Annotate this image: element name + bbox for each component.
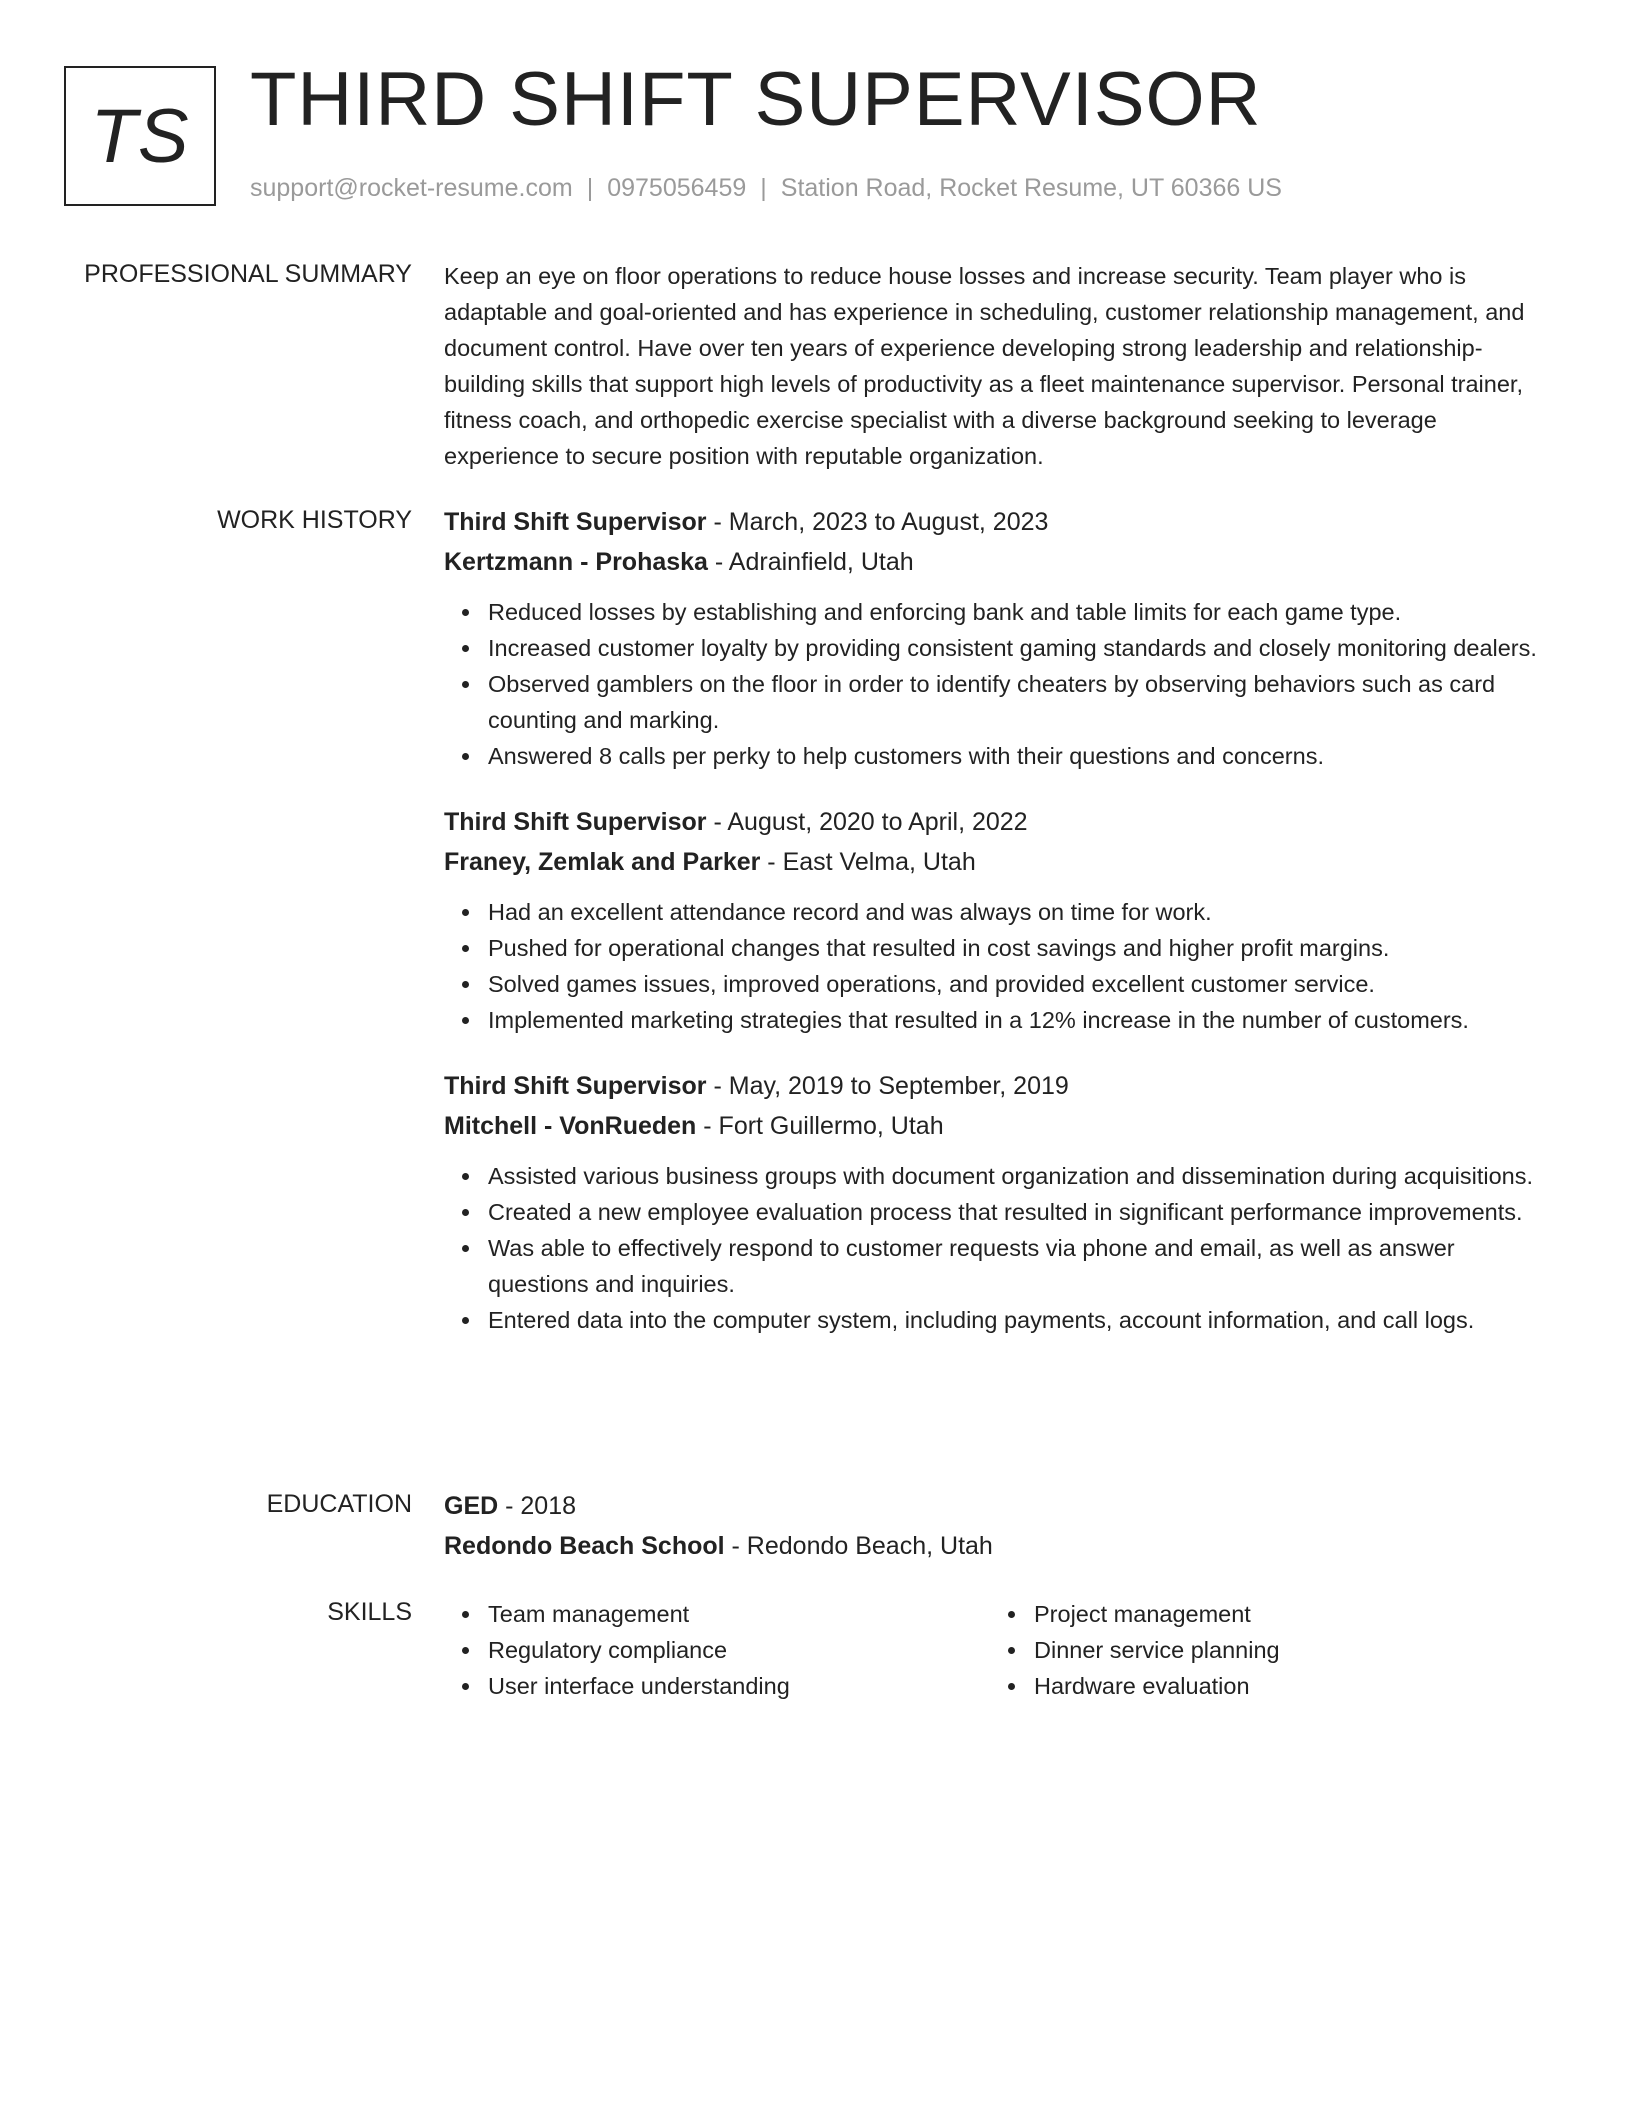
section-label-education: EDUCATION	[266, 1490, 412, 1518]
list-item: Answered 8 calls per perky to help customers with their questions and concerns.	[488, 738, 1552, 774]
list-item: Had an excellent attendance record and was always on time for work.	[488, 894, 1552, 930]
education-year: - 2018	[498, 1492, 577, 1520]
work-history-body	[444, 502, 1552, 1366]
job-entry	[444, 1066, 1552, 1338]
job-title: Third Shift Supervisor	[444, 508, 707, 536]
section-label-work: WORK HISTORY	[217, 506, 412, 534]
list-item: Entered data into the computer system, including payments, account information, and call logs.	[488, 1302, 1552, 1338]
skills-column-left	[444, 1596, 990, 1704]
list-item: Increased customer loyalty by providing consistent gaming standards and closely monitoring dealers.	[488, 630, 1552, 666]
list-item: Implemented marketing strategies that resulted in a 12% increase in the number of customers.	[488, 1002, 1552, 1038]
skill-item: Team management	[488, 1596, 990, 1632]
resume-name: THIRD SHIFT SUPERVISOR	[250, 57, 1262, 142]
skill-item: Regulatory compliance	[488, 1632, 990, 1668]
summary-text: Keep an eye on floor operations to reduce house losses and increase security. Team player who is adaptable and goal-oriented and has experience in scheduling, customer relationship management, and document control. Have over ten years of experience developing strong leadership and relationship-building skills that support high levels of productivity as a fleet maintenance supervisor. Personal trainer, fitness coach, and orthopedic exercise specialist with a diverse background seeking to leverage experience to secure position with reputable organization.	[444, 263, 1525, 469]
job-company: Kertzmann - Prohaska	[444, 548, 708, 576]
job-entry	[444, 802, 1552, 1038]
monogram-box	[64, 66, 216, 206]
skills-body	[444, 1596, 1552, 1704]
contact-line	[250, 174, 1282, 203]
contact-phone: 0975056459	[607, 174, 747, 202]
job-company-line	[444, 542, 1552, 582]
section-label-summary: PROFESSIONAL SUMMARY	[84, 260, 412, 288]
education-school-line	[444, 1526, 1552, 1566]
summary-body	[444, 258, 1552, 474]
job-title-line	[444, 502, 1552, 542]
job-entry	[444, 502, 1552, 774]
section-label-skills: SKILLS	[327, 1598, 412, 1626]
job-company: Mitchell - VonRueden	[444, 1112, 697, 1140]
skills-list-right	[990, 1596, 1536, 1704]
contact-address: Station Road, Rocket Resume, UT 60366 US	[780, 174, 1282, 202]
job-title-line	[444, 1066, 1552, 1106]
skills-column-right	[990, 1596, 1536, 1704]
education-body	[444, 1486, 1552, 1566]
job-location: - Adrainfield, Utah	[707, 548, 914, 576]
job-bullets	[444, 1158, 1552, 1338]
skills-list-left	[444, 1596, 990, 1704]
job-dates: - May, 2019 to September, 2019	[706, 1072, 1069, 1100]
job-title-line	[444, 802, 1552, 842]
list-item: Solved games issues, improved operations, and provided excellent customer service.	[488, 966, 1552, 1002]
list-item: Observed gamblers on the floor in order to identify cheaters by observing behaviors such as card counting and marking.	[488, 666, 1552, 738]
education-location: - Redondo Beach, Utah	[724, 1532, 993, 1560]
list-item: Reduced losses by establishing and enforcing bank and table limits for each game type.	[488, 594, 1552, 630]
skill-item: Dinner service planning	[1034, 1632, 1536, 1668]
education-degree-line	[444, 1486, 1552, 1526]
job-title: Third Shift Supervisor	[444, 808, 707, 836]
job-company-line	[444, 1106, 1552, 1146]
job-dates: - August, 2020 to April, 2022	[706, 808, 1028, 836]
job-bullets	[444, 594, 1552, 774]
job-location: - Fort Guillermo, Utah	[696, 1112, 944, 1140]
list-item: Assisted various business groups with document organization and dissemination during acquisitions.	[488, 1158, 1552, 1194]
job-company: Franey, Zemlak and Parker	[444, 848, 761, 876]
skills-grid	[444, 1596, 1552, 1704]
job-dates: - March, 2023 to August, 2023	[706, 508, 1049, 536]
job-location: - East Velma, Utah	[760, 848, 976, 876]
list-item: Was able to effectively respond to customer requests via phone and email, as well as answer questions and inquiries.	[488, 1230, 1552, 1302]
skill-item: User interface understanding	[488, 1668, 990, 1704]
education-school: Redondo Beach School	[444, 1532, 725, 1560]
monogram-initials: TS	[90, 93, 190, 179]
contact-separator: |	[586, 174, 594, 202]
list-item: Pushed for operational changes that resulted in cost savings and higher profit margins.	[488, 930, 1552, 966]
job-bullets	[444, 894, 1552, 1038]
list-item: Created a new employee evaluation process that resulted in significant performance improvements.	[488, 1194, 1552, 1230]
education-degree: GED	[444, 1492, 499, 1520]
job-title: Third Shift Supervisor	[444, 1072, 707, 1100]
contact-email: support@rocket-resume.com	[250, 174, 573, 202]
skill-item: Hardware evaluation	[1034, 1668, 1536, 1704]
skill-item: Project management	[1034, 1596, 1536, 1632]
contact-separator: |	[760, 174, 767, 202]
job-company-line	[444, 842, 1552, 882]
